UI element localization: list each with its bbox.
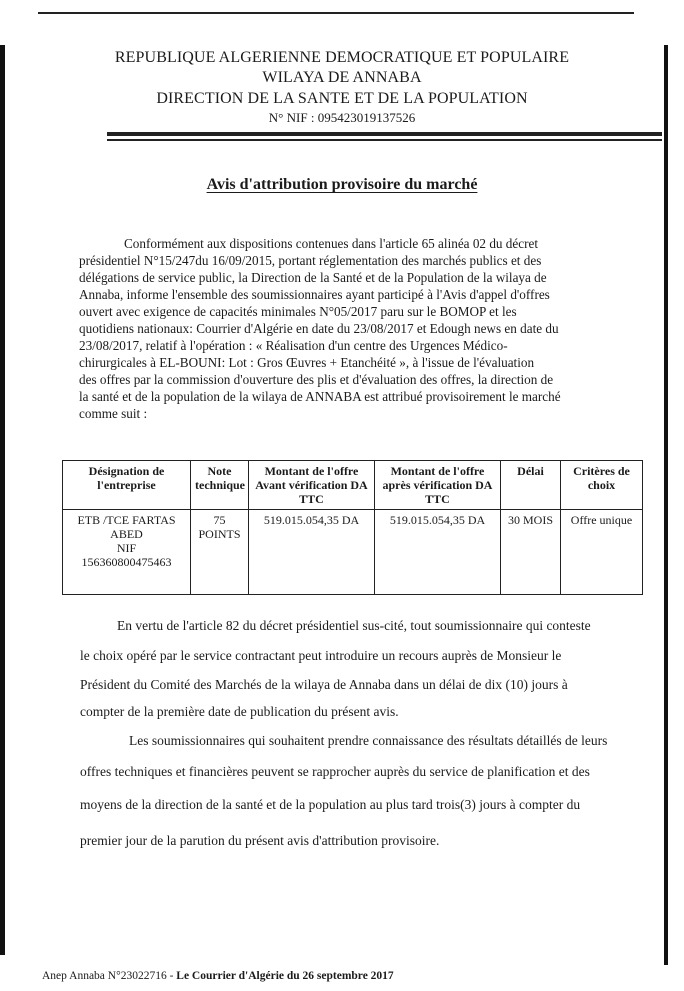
company-nif-value: 156360800475463 xyxy=(81,555,172,569)
intro-line: ouvert avec exigence de capacités minimales N°05/2017 paru sur le BOMOP et les xyxy=(79,304,517,319)
header-rule-thin xyxy=(107,139,662,141)
cell-amount-before: 519.015.054,35 DA xyxy=(249,510,375,595)
intro-line: 23/08/2017, relatif à l'opération : « Réalisation d'un centre des Urgences Médico- xyxy=(79,338,508,353)
intro-line: la santé et de la population de la wilaya de ANNABA est attribué provisoirement le marché xyxy=(79,389,561,404)
intro-line: présidentiel N°15/247du 16/09/2015, portant réglementation des marchés publics et des xyxy=(79,253,542,268)
intro-line: comme suit : xyxy=(79,406,148,421)
award-table xyxy=(62,460,643,595)
para2-line: compter de la première date de publication du présent avis. xyxy=(80,704,399,719)
intro-line: quotidiens nationaux: Courrier d'Algérie en date du 23/08/2017 et Edough news en date du xyxy=(79,321,559,336)
header-note: Note technique xyxy=(191,461,249,510)
table-header-row xyxy=(63,461,643,510)
cell-company xyxy=(63,510,191,595)
company-name-cont: ABED xyxy=(110,527,143,541)
intro-line: délégations de service public, la Direction de la Santé et de la Population de la wilaya de xyxy=(79,270,547,285)
intro-line: chirurgicales à EL-BOUNI: Lot : Gros Œuvres + Etanchéité », à l'issue de l'évaluation xyxy=(79,355,535,370)
header-direction: DIRECTION DE LA SANTE ET DE LA POPULATION xyxy=(156,90,528,107)
top-rule xyxy=(38,12,634,14)
footer-publication: Le Courrier d'Algérie du 26 septembre 2017 xyxy=(176,970,394,982)
document-title-text: Avis d'attribution provisoire du marché xyxy=(206,176,478,193)
header-republic: REPUBLIQUE ALGERIENNE DEMOCRATIQUE ET POPULAIRE xyxy=(114,49,570,66)
footer xyxy=(42,970,394,982)
header-delay: Délai xyxy=(501,461,561,510)
note-value: 75 xyxy=(213,513,226,527)
para2-line: En vertu de l'article 82 du décret présidentiel sus-cité, tout soumissionnaire qui conteste xyxy=(117,618,591,633)
header-company: Désignation de l'entreprise xyxy=(63,461,191,510)
header-rule-thick xyxy=(107,132,662,136)
document-title xyxy=(0,176,684,194)
cell-criteria: Offre unique xyxy=(561,510,643,595)
header-amount-before: Montant de l'offre Avant vérification DA TTC xyxy=(249,461,375,510)
para3-line: moyens de la direction de la santé et de la population au plus tard trois(3) jours à compter du xyxy=(80,797,581,812)
note-unit: POINTS xyxy=(198,527,241,541)
cell-note xyxy=(191,510,249,595)
para2-line: le choix opéré par le service contractant peut introduire un recours auprès de Monsieur le xyxy=(80,648,562,663)
footer-ref: Anep Annaba N°23022716 - xyxy=(42,970,174,982)
para2-line: Président du Comité des Marchés de la wilaya de Annaba dans un délai de dix (10) jours à xyxy=(80,677,568,692)
cell-amount-after: 519.015.054,35 DA xyxy=(375,510,501,595)
intro-line: Conformément aux dispositions contenues dans l'article 65 alinéa 02 du décret xyxy=(124,236,539,251)
company-name: ETB /TCE FARTAS xyxy=(77,513,176,527)
cell-delay: 30 MOIS xyxy=(501,510,561,595)
header-nif: N° NIF : 095423019137526 xyxy=(268,110,416,125)
header-wilaya: WILAYA DE ANNABA xyxy=(262,69,422,86)
intro-line: des offres par la commission d'ouverture des plis et d'évaluation des offres, la direction de xyxy=(79,372,554,387)
para3-line: premier jour de la parution du présent avis d'attribution provisoire. xyxy=(80,833,440,848)
para3-line: Les soumissionnaires qui souhaitent prendre connaissance des résultats détaillés de leurs xyxy=(129,733,608,748)
para3-line: offres techniques et financières peuvent se rapprocher auprès du service de planification et des xyxy=(80,764,590,779)
company-nif-label: NIF xyxy=(116,541,137,555)
table-row xyxy=(63,510,643,595)
header-amount-after: Montant de l'offre après vérification DA TTC xyxy=(375,461,501,510)
intro-line: Annaba, informe l'ensemble des soumissionnaires ayant participé à l'Avis d'appel d'offres xyxy=(79,287,550,302)
header-criteria: Critères de choix xyxy=(561,461,643,510)
